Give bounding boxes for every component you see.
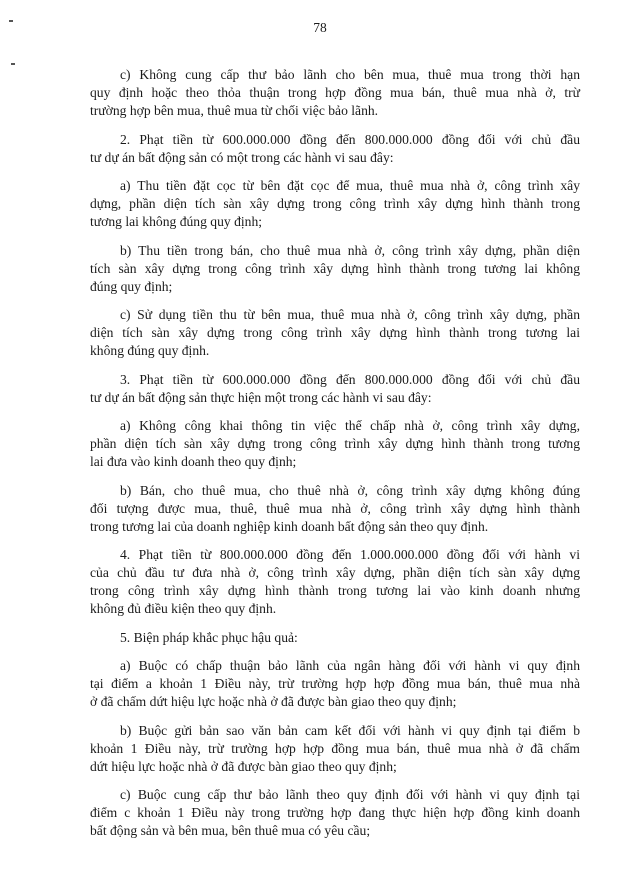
paragraph bbox=[90, 482, 580, 536]
text-line: lai đưa vào kinh doanh theo quy định; bbox=[90, 454, 297, 469]
text-line: trong tương lai của doanh nghiệp kinh doanh bất động sản theo quy định. bbox=[90, 518, 489, 534]
paragraph bbox=[90, 131, 580, 167]
text-line: diện tích sàn xây dựng trong công trình xây dựng hình thành trong tương lai bbox=[90, 325, 580, 340]
paragraph bbox=[90, 371, 580, 407]
text-line: c) Không cung cấp thư bảo lãnh cho bên mua, thuê mua trong thời hạn bbox=[120, 67, 580, 82]
paragraph bbox=[90, 546, 580, 618]
text-line: không đủ điều kiện theo quy định. bbox=[90, 601, 277, 616]
paragraph bbox=[90, 66, 580, 120]
text-line: b) Thu tiền trong bán, cho thuê mua nhà ở, công trình xây dựng, phần diện bbox=[120, 242, 580, 258]
paragraph bbox=[90, 306, 580, 360]
text-line: trường hợp bên mua, thuê mua từ chối việc bảo lãnh. bbox=[90, 103, 379, 118]
document-body bbox=[90, 66, 580, 851]
text-line: tại điểm a khoản 1 Điều này, trừ trường hợp hợp đồng mua bán, thuê mua nhà bbox=[90, 676, 580, 691]
text-line: điểm c khoản 1 Điều này trong trường hợp đang thực hiện hợp đồng kinh doanh bbox=[90, 805, 580, 820]
text-line: 4. Phạt tiền từ 800.000.000 đồng đến 1.000.000.000 đồng đối với hành vi bbox=[120, 547, 580, 562]
paragraph bbox=[90, 177, 580, 231]
paragraph bbox=[90, 242, 580, 296]
text-line: trong công trình xây dựng hình thành trong tương lai vào kinh doanh nhưng bbox=[90, 583, 580, 598]
text-line: b) Buộc gửi bản sao văn bản cam kết đối với hành vi quy định tại điểm b bbox=[120, 722, 580, 738]
text-line: quy định hoặc theo thỏa thuận trong hợp đồng mua bán, thuê mua nhà ở, trừ bbox=[90, 85, 580, 100]
text-line: tương lai không đúng quy định; bbox=[90, 214, 263, 229]
text-line: dựng, phần diện tích sàn xây dựng trong công trình xây dựng hình thành trong bbox=[90, 196, 580, 211]
page-number: 78 bbox=[313, 20, 327, 35]
text-line: dứt hiệu lực hoặc nhà ở đã được bàn giao theo quy định; bbox=[90, 758, 397, 774]
text-line: a) Không công khai thông tin việc thế chấp nhà ở, công trình xây dựng, bbox=[120, 418, 580, 433]
text-line: phần diện tích sàn xây dựng trong công trình xây dựng hình thành trong tương bbox=[90, 436, 580, 451]
text-line: ở đã chấm dứt hiệu lực hoặc nhà ở đã được bàn giao theo quy định; bbox=[90, 694, 457, 709]
text-line: bất động sản và bên mua, bên thuê mua có yêu cầu; bbox=[90, 823, 371, 838]
text-line: a) Thu tiền đặt cọc từ bên đặt cọc để mua, thuê mua nhà ở, công trình xây bbox=[120, 178, 580, 193]
paragraph bbox=[90, 657, 580, 711]
paragraph bbox=[90, 722, 580, 776]
text-line: không đúng quy định. bbox=[90, 343, 210, 358]
text-line: tư dự án bất động sản có một trong các hành vi sau đây: bbox=[90, 149, 394, 165]
paragraph bbox=[90, 629, 580, 647]
text-line: c) Sử dụng tiền thu từ bên mua, thuê mua nhà ở, công trình xây dựng, phần bbox=[120, 307, 580, 322]
text-line: của chủ đầu tư đưa nhà ở, công trình xây dựng, phần diện tích sàn xây dựng bbox=[90, 565, 580, 580]
text-line: tư dự án bất động sản thực hiện một trong các hành vi sau đây: bbox=[90, 389, 432, 405]
text-line: tích sàn xây dựng trong công trình xây dựng hình thành trong tương lai không bbox=[90, 260, 580, 276]
text-line: a) Buộc có chấp thuận bảo lãnh của ngân hàng đối với hành vi quy định bbox=[120, 658, 580, 673]
text-line: b) Bán, cho thuê mua, cho thuê nhà ở, công trình xây dựng không đúng bbox=[120, 482, 580, 498]
text-line: 3. Phạt tiền từ 600.000.000 đồng đến 800.000.000 đồng đối với chủ đầu bbox=[120, 371, 580, 387]
text-line: 5. Biện pháp khắc phục hậu quả: bbox=[120, 629, 298, 645]
paragraph bbox=[90, 417, 580, 471]
scan-mark bbox=[9, 20, 13, 22]
text-line: đối tượng được mua, thuê, thuê mua nhà ở, công trình xây dựng hình thành bbox=[90, 500, 580, 516]
text-line: đúng quy định; bbox=[90, 278, 173, 294]
paragraph bbox=[90, 786, 580, 840]
text-line: khoản 1 Điều này, trừ trường hợp hợp đồng mua bán, thuê mua nhà ở đã chấm bbox=[90, 740, 580, 756]
scan-mark bbox=[11, 63, 15, 65]
text-line: c) Buộc cung cấp thư bảo lãnh theo quy định đối với hành vi quy định tại bbox=[120, 787, 580, 802]
text-line: 2. Phạt tiền từ 600.000.000 đồng đến 800.000.000 đồng đối với chủ đầu bbox=[120, 131, 580, 147]
